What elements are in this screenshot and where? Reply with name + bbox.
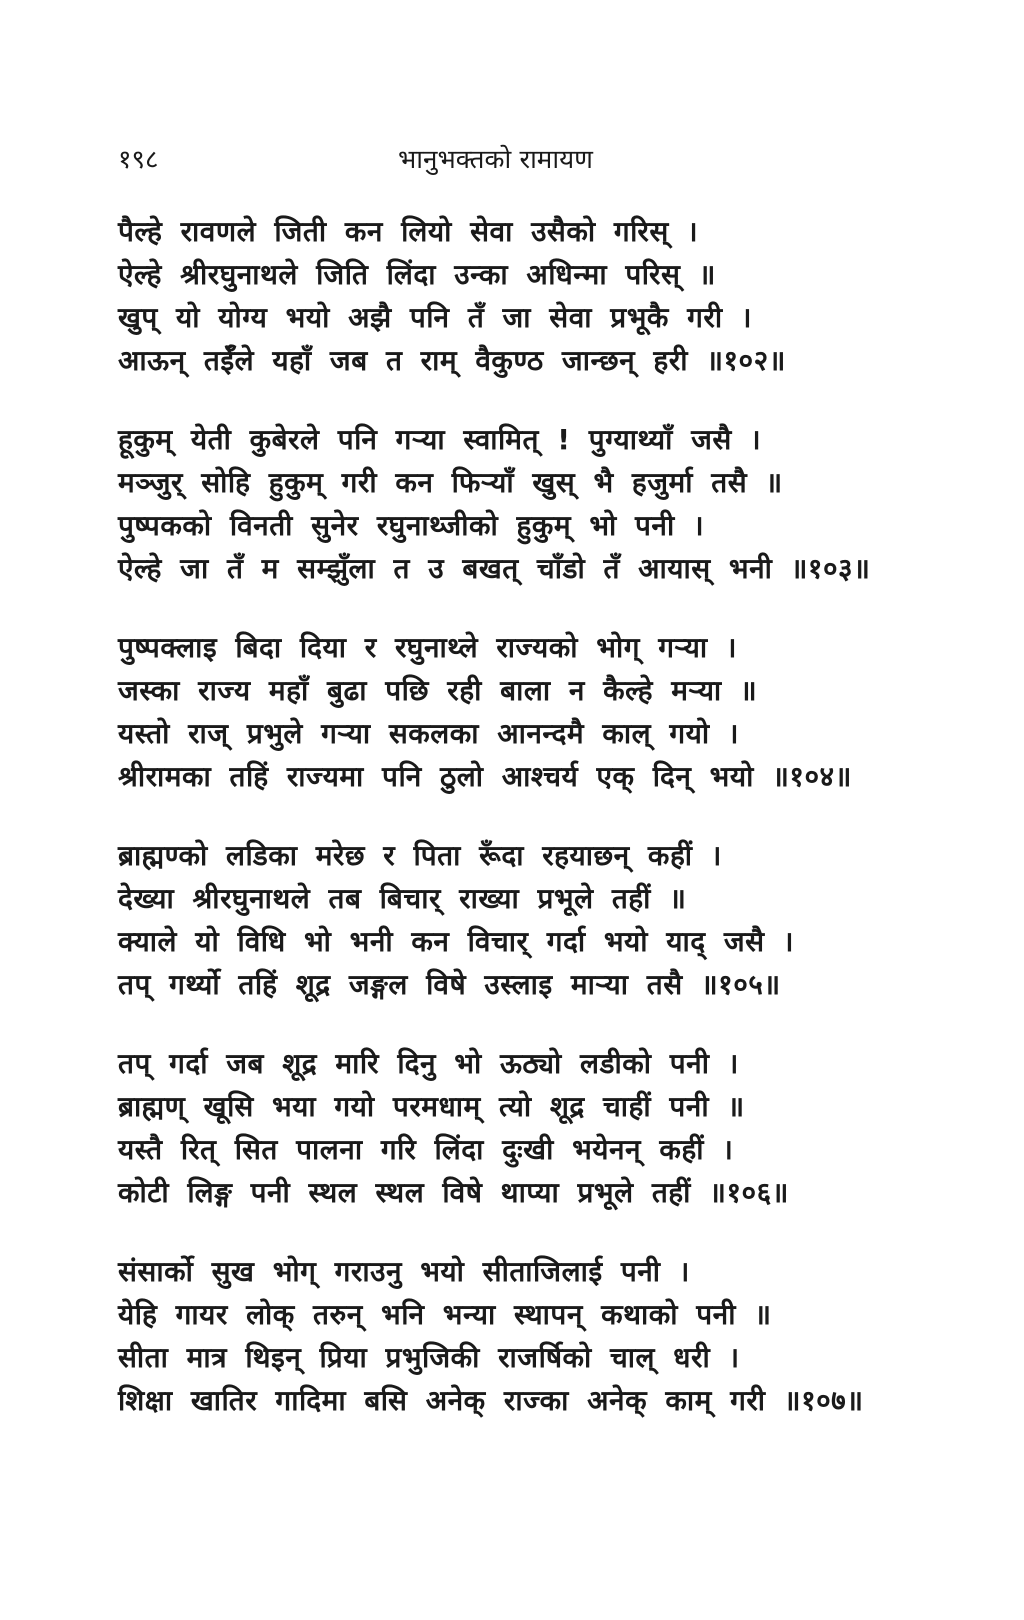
- page-number: १९८: [118, 145, 159, 175]
- page-header: [118, 140, 898, 184]
- verse-line: शिक्षा खातिर गादिमा बसि अनेक् राज्का अनेक् काम् गरी ॥१०७॥: [118, 1384, 864, 1417]
- verse-line: ऐल्हे जा तँ म सम्झुँला त उ बखत् चाँडो तँ आयास् भनी ॥१०३॥: [118, 552, 871, 585]
- verse-line: संसार्को सुख भोग् गराउनु भयो सीताजिलाई पनी ।: [118, 1255, 690, 1288]
- verse-line: कोटी लिङ्ग पनी स्थल स्थल विषे थाप्या प्रभूले तहीं ॥१०६॥: [118, 1176, 789, 1209]
- verse-line: श्रीरामका तहिं राज्यमा पनि ठुलो आश्चर्य एक् दिन् भयो ॥१०४॥: [118, 760, 852, 793]
- stanza-106: [118, 1042, 908, 1214]
- verse-line: पुष्पकको विनती सुनेर रघुनाथ्जीको हुकुम् भो पनी ।: [118, 509, 705, 542]
- verse-block: [118, 210, 908, 1458]
- stanza-105: [118, 834, 908, 1006]
- stanza-102: [118, 210, 908, 382]
- stanza-104: [118, 626, 908, 798]
- verse-line: खुप् यो योग्य भयो अझै पनि तँ जा सेवा प्रभूकै गरी ।: [118, 301, 752, 334]
- verse-line: येहि गायर लोक् तरुन् भनि भन्या स्थापन् कथाको पनी ॥: [118, 1298, 772, 1331]
- verse-line: तप् गर्थ्यो तहिं शूद्र जङ्गल विषे उस्लाइ माऱ्या तसै ॥१०५॥: [118, 968, 781, 1001]
- verse-line: सीता मात्र थिइन् प्रिया प्रभुजिकी राजर्षिको चाल् धरी ।: [118, 1341, 740, 1374]
- verse-line: पुष्पक्लाइ बिदा दिया र रघुनाथ्ले राज्यको भोग् गऱ्या ।: [118, 631, 737, 664]
- verse-line: यस्तै रित् सित पालना गरि लिंदा दुःखी भयेनन् कहीं ।: [118, 1133, 734, 1166]
- verse-line: ऐल्हे श्रीरघुनाथले जिति लिंदा उन्का अधिन्मा परिस् ॥: [118, 258, 716, 291]
- verse-line: जस्का राज्य महाँ बुढा पछि रही बाला न कैल्हे मऱ्या ॥: [118, 674, 758, 707]
- stanza-107: [118, 1250, 908, 1422]
- verse-line: क्याले यो विधि भो भनी कन विचार् गर्दा भयो याद् जसै ।: [118, 925, 794, 958]
- verse-line: मञ्जुर् सोहि हुकुम् गरी कन फिऱ्याँ खुस् भै हजुर्मा तसै ॥: [118, 466, 783, 499]
- verse-line: देख्या श्रीरघुनाथले तब बिचार् राख्या प्रभूले तहीं ॥: [118, 882, 687, 915]
- verse-line: यस्तो राज् प्रभुले गऱ्या सकलका आनन्दमै काल् गयो ।: [118, 717, 740, 750]
- verse-line: आऊन् तईँले यहाँ जब त राम् वैकुण्ठ जान्छन् हरी ॥१०२॥: [118, 344, 786, 377]
- verse-line: ब्राह्मण्को लडिका मरेछ र पिता रूँदा रहयाछन् कहीं ।: [118, 839, 722, 872]
- verse-line: तप् गर्दा जब शूद्र मारि दिनु भो ऊठ्यो लडीको पनी ।: [118, 1047, 739, 1080]
- verse-line: हूकुम् येती कुबेरले पनि गऱ्या स्वामित् ! पुग्याथ्याँ जसै ।: [118, 423, 762, 456]
- stanza-103: [118, 418, 908, 590]
- verse-line: ब्राह्मण् खूसि भया गयो परमधाम् त्यो शूद्र चाहीं पनी ॥: [118, 1090, 745, 1123]
- verse-line: पैल्हे रावणले जिती कन लियो सेवा उसैको गरिस् ।: [118, 215, 699, 248]
- running-title: भानुभक्तको रामायण: [398, 145, 593, 175]
